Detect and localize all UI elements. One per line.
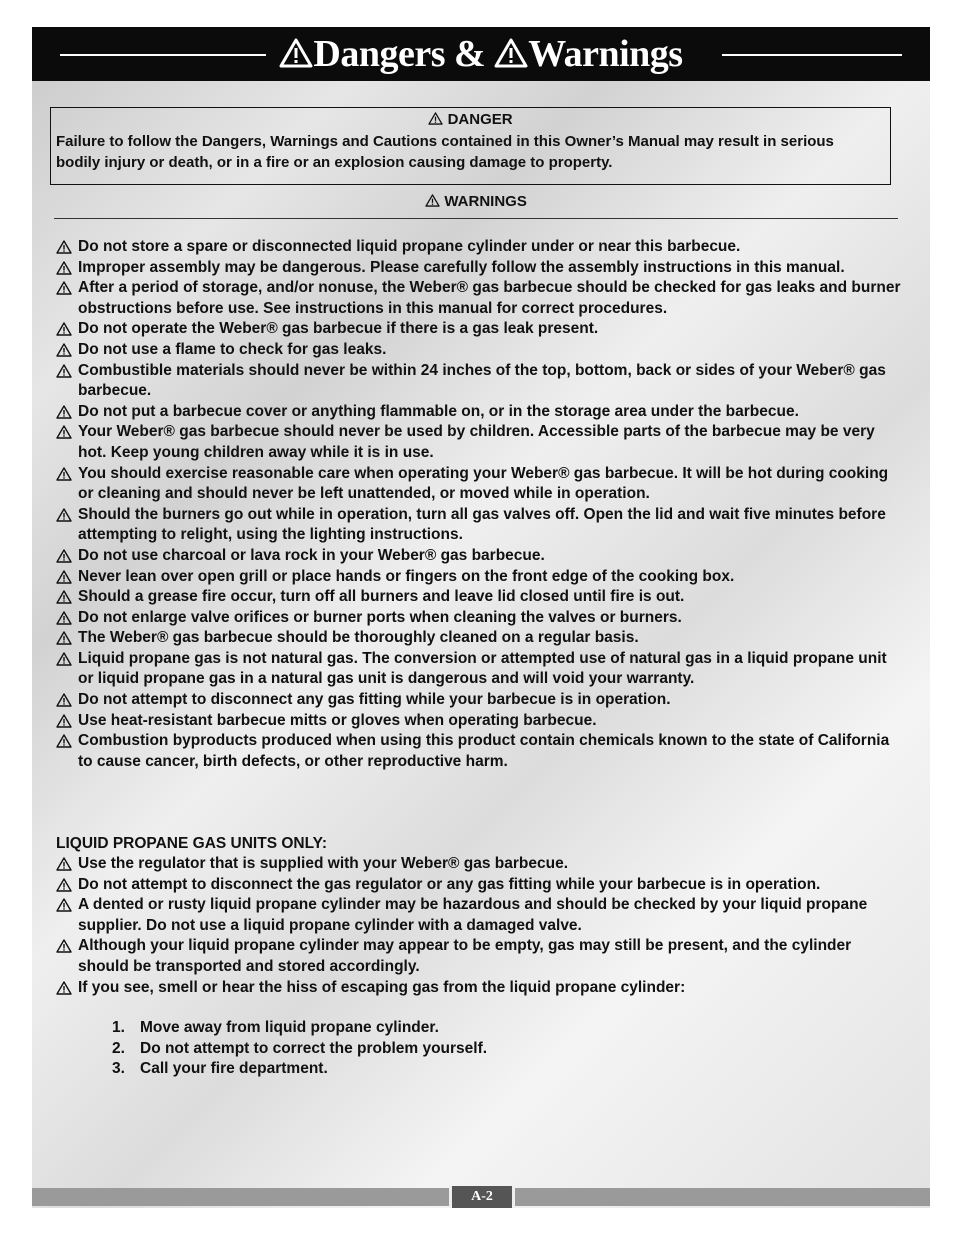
page-header <box>32 27 930 81</box>
warnings-heading <box>54 192 898 212</box>
warning-item-text: Do not put a barbecue cover or anything flammable on, or in the storage area under the barbecue. <box>78 402 799 420</box>
page-number: A-2 <box>449 1186 515 1208</box>
warnings-list <box>56 237 906 772</box>
warning-item-text: Use the regulator that is supplied with your Weber® gas barbecue. <box>78 855 569 872</box>
lp-steps-list <box>112 1018 487 1080</box>
warning-triangle-icon <box>56 714 72 728</box>
warning-item <box>56 278 906 319</box>
warning-triangle-icon <box>56 939 72 953</box>
warning-triangle-icon <box>56 631 72 645</box>
warning-item-text: Should the burners go out while in operation, turn all gas valves off. Open the lid and wait five minutes before attempting to relight, using the lighting instructions. <box>78 505 886 544</box>
warning-item <box>56 567 906 588</box>
warning-triangle-icon <box>56 878 72 892</box>
warning-item-text: Do not store a spare or disconnected liquid propane cylinder under or near this barbecue. <box>78 238 741 255</box>
warning-item-text: Although your liquid propane cylinder may appear to be empty, gas may still be present, and the cylinder should be transported and stored accordingly. <box>78 937 852 975</box>
warning-item <box>56 608 906 629</box>
warning-triangle-icon <box>56 343 72 357</box>
step-text: Do not attempt to correct the problem yourself. <box>140 1039 488 1057</box>
warning-triangle-icon <box>56 549 72 563</box>
warning-item <box>56 464 906 505</box>
warning-item-text: Should a grease fire occur, turn off all burners and leave lid closed until fire is out. <box>78 588 685 606</box>
warning-item <box>56 319 906 340</box>
lp-section-title: LIQUID PROPANE GAS UNITS ONLY: <box>56 835 327 852</box>
warning-item <box>56 895 906 936</box>
warning-item <box>56 546 906 567</box>
warning-item <box>56 361 906 402</box>
step-number: 3. <box>112 1060 125 1078</box>
warning-item <box>56 505 906 546</box>
warning-item-text: A dented or rusty liquid propane cylinder may be hazardous and should be checked by your liquid propane supplier. Do not use a liquid propane cylinder with a damaged valve. <box>78 896 868 934</box>
warning-item-text: Do not operate the Weber® gas barbecue if there is a gas leak present. <box>78 320 599 338</box>
numbered-step <box>112 1018 487 1039</box>
warning-item <box>56 711 906 732</box>
warning-triangle-icon <box>428 112 443 125</box>
warning-triangle-icon <box>279 38 313 68</box>
warning-triangle-icon <box>56 405 72 419</box>
manual-page <box>32 27 930 1208</box>
numbered-step <box>112 1039 487 1060</box>
warning-item-text: Liquid propane gas is not natural gas. The conversion or attempted use of natural gas in a liquid propane unit or liquid propane gas in a natural gas unit is dangerous and will void your warranty. <box>78 649 887 688</box>
warning-triangle-icon <box>56 898 72 912</box>
title-part-warnings: Warnings <box>528 33 683 75</box>
warning-triangle-icon <box>56 261 72 275</box>
danger-title: DANGER <box>447 111 513 128</box>
warning-item <box>56 731 906 772</box>
warning-item-text: Your Weber® gas barbecue should never be used by children. Accessible parts of the barbecue may be very hot. Keep young children away while it is in use. <box>78 423 875 461</box>
warning-triangle-icon <box>56 425 72 439</box>
warning-item <box>56 854 906 875</box>
page-footer <box>32 1188 930 1206</box>
danger-box <box>50 107 891 185</box>
warning-triangle-icon <box>56 590 72 604</box>
title-part-dangers: Dangers & <box>313 33 495 75</box>
warning-item <box>56 875 906 896</box>
warning-triangle-icon <box>56 240 72 254</box>
step-number: 2. <box>112 1039 125 1057</box>
warning-item-text: Combustion byproducts produced when using this product contain chemicals known to the state of California to cause cancer, birth defects, or other reproductive harm. <box>78 732 890 770</box>
step-text: Move away from liquid propane cylinder. <box>140 1019 439 1036</box>
warning-item-text: After a period of storage, and/or nonuse, the Weber® gas barbecue should be checked for gas leaks and burner obstructions before use. See instructions in this manual for correct procedures. <box>78 279 901 317</box>
warning-triangle-icon <box>56 508 72 522</box>
warning-item <box>56 258 906 279</box>
warning-item-text: You should exercise reasonable care when operating your Weber® gas barbecue. It will be hot during cooking or cleaning and should never be left unattended, or moved while in operation. <box>78 464 889 503</box>
numbered-step <box>112 1059 487 1080</box>
warning-triangle-icon <box>56 734 72 748</box>
warning-item-text: The Weber® gas barbecue should be thoroughly cleaned on a regular basis. <box>78 629 639 647</box>
warning-triangle-icon <box>56 467 72 481</box>
danger-heading <box>51 110 890 130</box>
step-number: 1. <box>112 1019 125 1036</box>
warning-triangle-icon <box>56 652 72 666</box>
warning-item <box>56 936 906 977</box>
warning-item-text: Do not use a flame to check for gas leaks. <box>78 340 387 358</box>
warning-triangle-icon <box>56 611 72 625</box>
danger-text: Failure to follow the Dangers, Warnings and Cautions contained in this Owner’s Manual may result in serious bodily injury or death, or in a fire or an explosion causing damage to property. <box>56 133 834 171</box>
warning-item <box>56 690 906 711</box>
warning-item-text: Combustible materials should never be within 24 inches of the top, bottom, back or sides of your Weber® gas barbecue. <box>78 361 886 400</box>
warnings-title: WARNINGS <box>444 193 527 210</box>
warning-item-text: Do not attempt to disconnect any gas fitting while your barbecue is in operation. <box>78 691 671 709</box>
warning-item-text: Do not use charcoal or lava rock in your Weber® gas barbecue. <box>78 546 545 564</box>
warning-triangle-icon <box>56 981 72 995</box>
warning-item-text: Never lean over open grill or place hands or fingers on the front edge of the cooking box. <box>78 567 735 585</box>
warning-item-text: Use heat-resistant barbecue mitts or gloves when operating barbecue. <box>78 711 597 729</box>
warning-triangle-icon <box>56 322 72 336</box>
warning-triangle-icon <box>56 364 72 378</box>
warnings-divider <box>54 218 898 219</box>
warning-triangle-icon <box>56 857 72 871</box>
warning-item-text: Do not attempt to disconnect the gas regulator or any gas fitting while your barbecue is in operation. <box>78 875 821 893</box>
warning-item-text: Do not enlarge valve orifices or burner ports when cleaning the valves or burners. <box>78 608 682 626</box>
warning-triangle-icon <box>56 281 72 295</box>
step-text: Call your fire department. <box>140 1060 328 1078</box>
warning-item <box>56 587 906 608</box>
warning-triangle-icon <box>56 693 72 707</box>
warning-triangle-icon <box>56 570 72 584</box>
warning-item <box>56 422 906 463</box>
warning-item-text: Improper assembly may be dangerous. Please carefully follow the assembly instructions in this manual. <box>78 258 845 276</box>
warning-item <box>56 628 906 649</box>
lp-warnings-list <box>56 854 906 998</box>
warning-item <box>56 978 906 999</box>
warning-item <box>56 649 906 690</box>
warning-item-text: If you see, smell or hear the hiss of escaping gas from the liquid propane cylinder: <box>78 978 686 996</box>
warning-triangle-icon <box>425 194 440 207</box>
warning-triangle-icon <box>494 38 528 68</box>
warning-item <box>56 237 906 258</box>
warning-item <box>56 340 906 361</box>
warning-item <box>56 402 906 423</box>
page-title <box>32 29 930 79</box>
